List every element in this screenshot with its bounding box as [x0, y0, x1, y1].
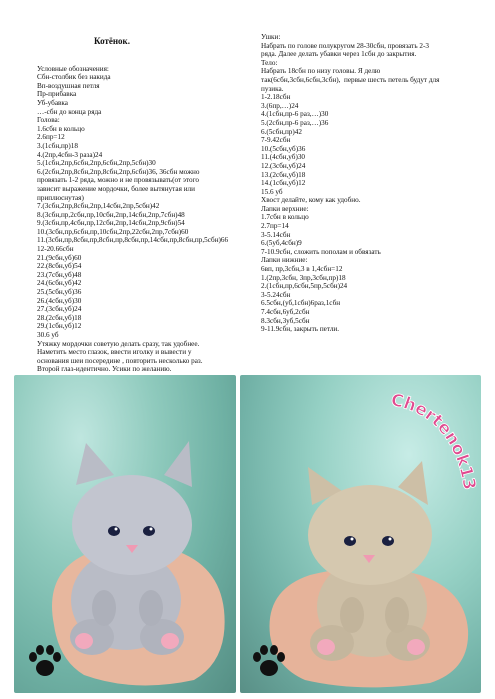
- instruction-line: Набрать по голове полукругом 28-30сбн, провязать 2-3: [261, 41, 429, 50]
- instruction-line: 28.(2сбн,уб)18: [37, 313, 82, 322]
- instruction-line: 7-9.42сбн: [261, 136, 291, 145]
- instruction-line: …-сбн до конца ряда: [37, 107, 102, 116]
- instruction-line: 1.(2пр,3сбн, 3пр,3сбн,пр)18: [261, 273, 346, 282]
- instruction-line: провязать 1-2 ряда, можно и не провязывать(от этого: [37, 176, 200, 185]
- instruction-line: Хвост делайте, кому как удобно.: [261, 196, 361, 205]
- instruction-line: 30.6 уб: [37, 331, 59, 339]
- instruction-line: Голова:: [37, 116, 60, 125]
- instruction-line: Лапки нижние:: [261, 256, 308, 265]
- instruction-line: 25.(5сбн,уб)36: [37, 288, 82, 297]
- instructions-right-column: [261, 33, 466, 334]
- instruction-line: 3-5.14сбн: [261, 230, 291, 239]
- beige-kitten-photo: [240, 375, 481, 693]
- instruction-line: 12-20.66сбн: [37, 245, 74, 254]
- instruction-line: 13.(2сбн,уб)18: [261, 170, 306, 179]
- instruction-line: Ушки:: [261, 33, 281, 41]
- instruction-line: Тело:: [261, 58, 278, 67]
- instruction-line: [37, 56, 252, 65]
- instruction-line: 8.(3сбн,пр,2сбн,пр,10сбн,2пр,14сбн,2пр,7сбн)48: [37, 210, 185, 219]
- instruction-line: 5.(2сбн,пр-6 раз,…)36: [261, 118, 329, 127]
- instruction-line: 6вп, пр,3сбн,3 в 1,4сбн=12: [261, 265, 343, 274]
- instruction-line: 9.(3сбн,пр,4сбн,пр,12сбн,2пр,14сбн,2пр,9сбн)54: [37, 219, 185, 228]
- instruction-line: 10.(3сбн,пр,6сбн,пр,10сбн,2пр,22сбн,2пр,7сбн)60: [37, 227, 189, 236]
- instruction-line: 6.(2сбн,2пр,8сбн,2пр,8сбн,2пр,6сбн)36, 36сбн можно: [37, 167, 200, 176]
- instruction-line: так(6сбн,3сбн,6сбн,3сбн), первые шесть петель будут для: [261, 75, 440, 84]
- instruction-line: 5.(1сбн,2пр,6сбн,2пр,6сбн,2пр,5сбн)30: [37, 159, 156, 168]
- instruction-line: 1-2.18сбн: [261, 93, 291, 102]
- instruction-line: Лапки верхние:: [261, 204, 309, 213]
- instruction-line: 12.(3сбн,уб)24: [261, 161, 306, 170]
- instruction-line: 2.7пр=14: [261, 222, 289, 231]
- instruction-line: 11.(4сбн,уб)30: [261, 153, 306, 162]
- instruction-line: 22.(8сбн,уб)54: [37, 262, 82, 271]
- instruction-line: основания шеи посередине , повторить несколько раз.: [37, 356, 203, 365]
- instruction-line: 2.(1сбн,пр,6сбн,5пр,5сбн)24: [261, 282, 348, 291]
- instruction-line: 4.(1сбн,пр-6 раз,…)30: [261, 110, 329, 119]
- instruction-line: Уб-убавка: [37, 98, 68, 107]
- instruction-line: 7.4сбн,6уб,2сбн: [261, 308, 310, 316]
- instruction-line: Сбн-столбик без накида: [37, 73, 111, 82]
- instruction-line: 3-5.24сбн: [261, 290, 291, 299]
- instruction-line: 6.5сбн,(уб,1сбн)6раз,1сбн: [261, 299, 341, 308]
- instructions-left-column: [37, 56, 252, 374]
- instruction-line: Вп-воздушная петля: [37, 81, 100, 90]
- paw-icon: [250, 643, 288, 679]
- instruction-line: Утяжку мордочки советую делать сразу, так удобнее.: [37, 339, 200, 348]
- instruction-line: 6.(5уб,4сбн)9: [261, 239, 302, 248]
- instruction-line: 26.(4сбн,уб)30: [37, 296, 82, 305]
- instruction-line: 29.(1сбн,уб)12: [37, 322, 82, 331]
- instruction-line: 4.(2пр,4сбн-3 раза)24: [37, 150, 103, 159]
- grey-kitten-photo: [14, 375, 236, 693]
- instruction-line: 15.6 уб: [261, 187, 283, 196]
- instruction-line: ряда. Далее делать убавки через 1сбн до закрытия.: [261, 50, 417, 59]
- paw-icon: [26, 643, 64, 679]
- instruction-line: 27.(3сбн,уб)24: [37, 305, 82, 314]
- instruction-line: 14.(1сбн,уб)12: [261, 179, 306, 188]
- instruction-line: 23.(7сбн,уб)48: [37, 270, 82, 279]
- instruction-line: 8.3сбн,3уб,5сбн: [261, 316, 310, 325]
- instruction-line: Второй глаз-идентично. Усики по желанию.: [37, 365, 172, 374]
- instruction-line: 6.(5сбн,пр)42: [261, 127, 302, 136]
- svg-text:Chertenok13: Chertenok13: [389, 390, 480, 492]
- instruction-line: 2.6пр=12: [37, 133, 65, 142]
- instruction-line: 11.(3сбн,пр,8сбн,пр,8сбн,пр,8сбн,пр,14сбн,пр,8сбн,пр,5сбн)66: [37, 236, 229, 245]
- instruction-line: 7.(3сбн,2пр,8сбн,2пр,14сбн,2пр,5сбн)42: [37, 202, 160, 211]
- instruction-line: 24.(6сбн,уб)42: [37, 279, 82, 288]
- instruction-line: приплюснутая): [37, 193, 84, 202]
- instruction-line: 1.7сбн в кольцо: [261, 213, 309, 222]
- instruction-line: 1.6сбн в кольцо: [37, 124, 85, 133]
- instruction-line: 10.(5сбн,уб)36: [261, 144, 306, 153]
- page-title: Котёнок.: [94, 36, 130, 46]
- instruction-line: Условные обозначения:: [37, 64, 109, 73]
- instruction-line: 21.(9сбн,уб)60: [37, 253, 82, 262]
- instruction-line: пузика.: [261, 84, 284, 93]
- instruction-line: 7-10.9сбн, сложить пополам и обвязать: [261, 247, 381, 256]
- instruction-line: 9-11.9сбн, закрыть петли.: [261, 325, 340, 334]
- instruction-line: Наметить место глазок, ввести иголку и вывести у: [37, 348, 192, 357]
- instruction-line: 3.(1сбн,пр)18: [37, 141, 78, 150]
- instruction-line: Набрать 18сбн по низу головы. Я делю: [261, 67, 381, 76]
- instruction-line: 3.(6пр,…)24: [261, 101, 299, 110]
- instruction-line: зависит выражение мордочки, более вытянутая или: [37, 184, 195, 193]
- instruction-line: Пр-прибавка: [37, 90, 77, 99]
